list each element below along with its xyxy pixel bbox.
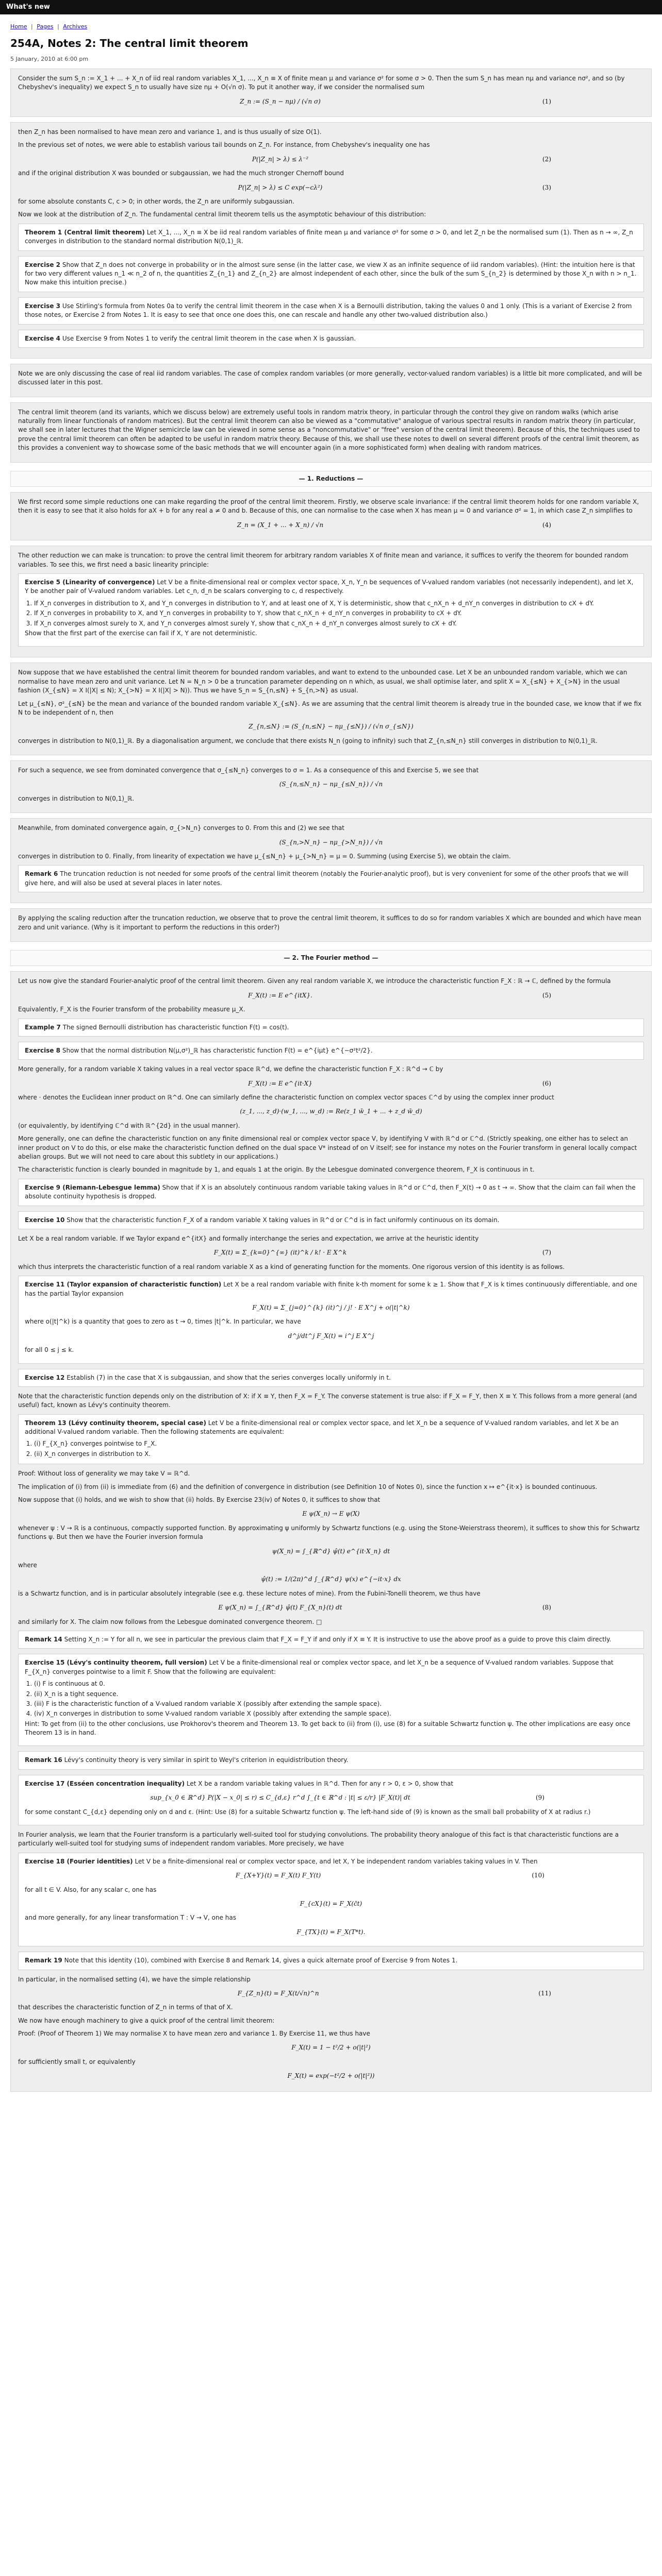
breadcrumb (10, 23, 652, 31)
paragraph: Now we look at the distribution of Z_n. The fundamental central limit theorem tells us the asymptotic behaviour of this distribution: (18, 211, 426, 218)
exercise-text: Let V be a finite-dimensional real or complex vector space, and let X_n be a sequence of V-valued random variables. Suppose that F_{X_n} converges pointwise to a limit F. Show that the following are equivalent: (25, 1659, 614, 1675)
paragraph: Note that the characteristic function depends only on the distribution of X: if X ≡ Y, then F_X = F_Y. The converse statement is true also: if F_X = F_Y, then X ≡ Y. This follows from a more general (and useful) fact, known as Lévy's continuity theorem. (18, 1392, 637, 1409)
paragraph: The characteristic function is clearly bounded in magnitude by 1, and equals 1 at the origin. By the Lebesgue dominated convergence theorem, F_X is continuous in t. (18, 1166, 535, 1174)
exercise-box (18, 330, 644, 348)
paragraph: and similarly for X. The claim now follows from the Lebesgue dominated convergence theorem. □ (18, 1618, 322, 1625)
equation (25, 1928, 637, 1937)
equation-body: F_X(t) := E e^{itX}. (248, 991, 312, 999)
equation-number: (5) (542, 991, 551, 999)
remark-text: Lévy's continuity theory is very similar in spirit to Weyl's criterion in equidistribution theory. (64, 1756, 349, 1764)
remark-text: Setting X_n := Y for all n, we see in particular the previous claim that F_X = F_Y if and only if X ≡ Y. It is instructive to use the above proof as a guide to prove this claim directly. (64, 1635, 611, 1643)
nav-separator: | (30, 23, 33, 30)
equation (18, 1989, 644, 1998)
example-label: Example 7 (25, 1023, 61, 1031)
equation (18, 1510, 644, 1518)
paragraph: Consider the sum S_n := X_1 + ... + X_n of iid real random variables X_1, ..., X_n ≡ X of finite mean μ and variance σ² for some σ > 0. Then the sum S_n has mean nμ and variance nσ², and so (by Chebyshev's inequality) we expect S_n to usually have size nμ + O(√n σ). To put it another way, if we consider the normalised sum (18, 74, 625, 91)
equation-body: F_{Z_n}(t) = F_X(t/√n)^n (237, 1989, 319, 1997)
equation (18, 1107, 644, 1116)
remark-box (18, 1631, 644, 1649)
paragraph: (or equivalently, by identifying ℂ^d with ℝ^{2d} in the usual manner). (18, 1122, 240, 1129)
equation-number: (6) (542, 1079, 551, 1087)
exercise-box (18, 256, 644, 292)
nav-archives-link[interactable]: Archives (63, 23, 88, 30)
content-panel (10, 364, 652, 397)
theorem-text: Let X_1, ..., X_n ≡ X be iid real random variables of finite mean μ and variance σ² for some σ > 0, and let Z_n be the normalised sum (1). Then as n → ∞, Z_n converges in distribution to the standard normal distribution N(0,1)_ℝ. (25, 228, 633, 245)
exercise-box (18, 1211, 644, 1229)
equation (25, 1900, 637, 1908)
paragraph: and more generally, for any linear transformation T : V → V, one has (25, 1914, 236, 1922)
paragraph: Note we are only discussing the case of real iid random variables. The case of complex random variables (or more generally, vector-valued random variables) is a little bit more complicated, and will be discussed later in this post. (18, 369, 642, 386)
exercise-text: Let V be a finite-dimensional real or complex vector space, X_n, Y_n be sequences of V-valued random variables (not necessarily independent), and let X, Y be another pair of V-valued random variables. Let c_n, d_n be scalars converging to c, d respectively. (25, 578, 634, 595)
exercise-label: Exercise 10 (25, 1216, 65, 1224)
paragraph: In the previous set of notes, we were able to establish various tail bounds on Z_n. For instance, from Chebyshev's inequality one has (18, 141, 430, 149)
equation-body: sup_{x_0 ∈ ℝ^d} P(|X − x_0| ≤ r) ≤ C_{d,ε} r^d ∫_{t ∈ ℝ^d : |t| ≤ ε/r} |F_X(t)| dt (150, 1794, 410, 1802)
equation (25, 1303, 637, 1312)
paragraph: By applying the scaling reduction after the truncation reduction, we observe that to prove the central limit theorem, it suffices to do so for random variables X which are bounded and which have mean zero and unit variance. (Why is it important to perform the reductions in this order?) (18, 914, 641, 931)
paragraph: Meanwhile, from dominated convergence again, σ_{>N_n} converges to 0. From this and (2) we see that (18, 824, 344, 832)
equation-number: (2) (542, 155, 551, 163)
paragraph: More generally, one can define the characteristic function on any finite dimensional real or complex vector space V, by identifying V with ℝ^d or ℂ^d. (Strictly speaking, one either has to select an inner product on V to do this, or else make the characteristic function defined on the dual space V* instead of on V itself; see for instance my notes on the Fourier transform in general locally compact abelian groups. But we will not need to care about this subtlety in our applications.) (18, 1135, 637, 1161)
list-item: 3. If X_n converges almost surely to X, and Y_n converges almost surely Y, show that c_nX_n + d_nY_n converges almost surely to cX + dY. (34, 619, 637, 628)
equation-body: Z_n := (S_n − nμ) / (√n σ) (240, 97, 321, 105)
equation-body: d^j/dt^j F_X(t) = i^j E X^j (288, 1332, 374, 1340)
equation-number: (1) (542, 97, 551, 105)
equation (25, 1332, 637, 1341)
equation-body: F_{cX}(t) = F_X(c̄t) (300, 1900, 362, 1907)
example-box (18, 1019, 644, 1037)
list-item: 4. (iv) X_n converges in distribution to some V-valued random variable X (possibly after extending the sample space). (34, 1709, 637, 1718)
content-panel (10, 402, 652, 463)
exercise-box (18, 1179, 644, 1206)
paragraph: We first record some simple reductions one can make regarding the proof of the central limit theorem. Firstly, we observe scale invariance: if the central limit theorem holds for one random variable X, then it is easy to see that it also holds for aX + b for any real a ≠ 0 and b. Because of this, one can normalise to the case when X has mean μ = 0 and variance σ² = 1, in which case Z_n simplifies to (18, 498, 639, 515)
exercise-text: Show that the characteristic function F_X of a random variable X taking values in ℝ^d or ℂ^d is in fact uniformly continuous on its domain. (67, 1216, 500, 1224)
exercise-items (34, 1680, 637, 1719)
paragraph: which thus interprets the characteristic function of a real random variable X as a kind of generating function for the moments. One rigorous version of this identity is as follows. (18, 1263, 565, 1270)
content-panel (10, 122, 652, 359)
paragraph: for some constant C_{d,ε} depending only on d and ε. (Hint: Use (8) for a suitable Schwartz function ψ. The left-hand side of (9) is known as the small ball probability of X at radius r.) (25, 1808, 591, 1816)
paragraph: Let X be a real random variable. If we Taylor expand e^{itX} and formally interchange the series and expectation, we arrive at the heuristic identity (18, 1235, 479, 1242)
list-item: 2. (ii) X_n converges in distribution to X. (34, 1450, 637, 1459)
exercise-note: Show that the first part of the exercise can fail if X, Y are not deterministic. (25, 629, 257, 637)
content-panel (10, 760, 652, 813)
exercise-text: Use Exercise 9 from Notes 1 to verify the central limit theorem in the case when X is gaussian. (62, 334, 356, 342)
exercise-text: Establish (7) in the case that X is subgaussian, and show that the series converges locally uniformly in t. (67, 1374, 391, 1381)
exercise-label: Exercise 15 (Lévy's continuity theorem, full version) (25, 1659, 207, 1667)
paragraph: Let us now give the standard Fourier-analytic proof of the central limit theorem. Given any real random variable X, we introduce the characteristic function F_X : ℝ → ℂ, defined by the formula (18, 977, 611, 985)
paragraph: More generally, for a random variable X taking values in a real vector space ℝ^d, we define the characteristic function F_X : ℝ^d → ℂ by (18, 1065, 443, 1073)
equation-number: (4) (542, 521, 551, 529)
remark-box (18, 1952, 644, 1970)
exercise-label: Exercise 8 (25, 1046, 61, 1054)
equation-body: F_X(t) := E e^{it·X} (248, 1079, 312, 1087)
paragraph: The central limit theorem (and its variants, which we discuss below) are extremely useful tools in random matrix theory, in particular through the control they give on random walks (which arise naturally from linear functionals of random matrices). But the central limit theorem can also be viewed as a "commutative" analogue of various spectral results in random matrix theory (in particular, we shall see in later lectures that the Wigner semicircle law can be viewed in some sense as a "noncommutative" or "free" version of the central limit theorem). Because of this, the techniques used to prove the central limit theorem can often be adapted to be useful in random matrix theory. Because of this, we shall use these notes to dwell on several different proofs of the central limit theorem, as this provides a convenient way to showcase some of the basic methods that we will encounter again (in a more sophisticated form) when dealing with random matrices. (18, 408, 640, 452)
equation (18, 991, 644, 1000)
equation-number: (11) (538, 1989, 551, 1997)
nav-separator: | (57, 23, 59, 30)
equation-body: (S_{n,≤N_n} − nμ_{≤N_n}) / √n (279, 781, 383, 788)
exercise-box (18, 1276, 644, 1363)
equation-number: (10) (532, 1872, 544, 1879)
paragraph: converges in distribution to 0. Finally, from linearity of expectation we have μ_{≤N_n} + μ_{>N_n} = μ = 0. Summing (using Exercise 5), we obtain the claim. (18, 853, 511, 860)
content-panel (10, 818, 652, 903)
top-bar (0, 0, 662, 14)
equation (18, 780, 644, 789)
page-wrapper (0, 14, 662, 2107)
section-heading: — 2. The Fourier method — (10, 950, 652, 966)
exercise-box (18, 1369, 644, 1387)
paragraph: is a Schwartz function, and is in particular absolutely integrable (see e.g. these lecture notes of mine). From the Fubini-Tonelli theorem, we thus have (18, 1589, 481, 1597)
exercise-items (34, 599, 637, 628)
equation (18, 97, 644, 106)
paragraph: Now suppose that we have established the central limit theorem for bounded random variables, and want to extend to the unbounded case. Let X be an unbounded random variable, which we can normalise to have mean zero and unit variance. Let N = N_n > 0 be a truncation parameter depending on n which, as usual, we shall optimise later, and split X = X_{≤N} + X_{>N} in the usual fashion (X_{≤N} = X I(|X| ≤ N); X_{>N} = X I(|X| > N)). Thus we have S_n = S_{n,≤N} + S_{n,>N} as usual. (18, 669, 627, 694)
exercise-hint: Hint: To get from (ii) to the other conclusions, use Prokhorov's theorem and Theorem 13. To get back to (ii) from (i), use (8) for a suitable Schwartz function ψ. The other implications are easy once Theorem 13 is in hand. (25, 1720, 631, 1737)
equation-body: P(|Z_n| > λ) ≤ λ⁻² (252, 155, 309, 163)
exercise-text: Let X be a random variable taking values in ℝ^d. Then for any r > 0, ε > 0, show that (186, 1780, 454, 1787)
remark-text: The truncation reduction is not needed for some proofs of the central limit theorem (notably the Fourier-analytic proof), but is very convenient for some of the other proofs that we will give here, and will also be used at several places in later notes. (25, 870, 628, 887)
equation-number: (3) (542, 183, 551, 191)
equation (18, 1603, 644, 1612)
site-header-title: What's new (6, 3, 50, 11)
equation (18, 722, 644, 731)
equation (25, 1871, 637, 1880)
exercise-text: Show that the normal distribution N(μ,σ²)_ℝ has characteristic function F(t) = e^{iμt} e^{−σ²t²/2}. (62, 1046, 373, 1054)
list-item: 1. If X_n converges in distribution to X, and Y_n converges in distribution to Y, and at least one of X, Y is deterministic, show that c_nX_n + d_nY_n converges in distribution to cX + dY. (34, 599, 637, 608)
remark-text: Note that this identity (10), combined with Exercise 8 and Remark 14, gives a quick alternate proof of Exercise 9 from Notes 1. (64, 1957, 458, 1964)
list-item: 1. (i) F is continuous at 0. (34, 1680, 637, 1688)
paragraph: In Fourier analysis, we learn that the Fourier transform is a particularly well-suited tool for studying convolutions. The probability theory analogue of this fact is that characteristic functions are a particularly well-suited tool for studying sums of independent random variables. More precisely, we have (18, 1831, 619, 1848)
paragraph: The implication of (i) from (ii) is immediate from (6) and the definition of convergence in distribution (see Definition 10 of Notes 0), since the function x ↦ e^{it·x} is bounded continuous. (18, 1483, 598, 1490)
paragraph: whenever ψ : V → ℝ is a continuous, compactly supported function. By approximating ψ uniformly by Schwartz functions (e.g. using the Stone-Weierstrass theorem), it suffices to show this for Schwartz functions ψ. But then we have the Fourier inversion formula (18, 1524, 640, 1541)
paragraph: and if the original distribution X was bounded or subgaussian, we had the much stronger Chernoff bound (18, 170, 344, 177)
remark-label: Remark 19 (25, 1957, 62, 1964)
equation-body: F_{TX}(t) = F_X(T*t). (296, 1928, 366, 1936)
paragraph: then Z_n has been normalised to have mean zero and variance 1, and is thus usually of size O(1). (18, 128, 322, 136)
equation-body: ψ(X_n) = ∫_{ℝ^d} ψ̂(t) e^{it·X_n} dt (272, 1547, 390, 1555)
content-panel (10, 546, 652, 657)
exercise-text: Let V be a finite-dimensional real or complex vector space, and let X, Y be independent random variables taking values in V. Then (135, 1857, 538, 1865)
paragraph: for some absolute constants C, c > 0; in other words, the Z_n are uniformly subgaussian. (18, 198, 294, 205)
equation-body: (S_{n,>N_n} − nμ_{>N_n}) / √n (279, 838, 383, 846)
remark-label: Remark 6 (25, 870, 58, 878)
exercise-text: Let X be a real random variable with finite k-th moment for some k ≥ 1. Show that F_X is k times continuously differentiable, and one has the partial Taylor expansion (25, 1281, 637, 1297)
paragraph: for all t ∈ V. Also, for any scalar c, one has (25, 1886, 157, 1893)
equation-body: F_X(t) = exp(−t²/2 + o(|t|²)) (287, 2072, 375, 2080)
content-panel (10, 971, 652, 2091)
content-panel (10, 908, 652, 942)
equation (18, 2072, 644, 2080)
paragraph: converges in distribution to N(0,1)_ℝ. By a diagonalisation argument, we conclude that there exists N_n (going to infinity) such that Z_{n,≤N_n} still converges in distribution to N(0,1)_ℝ. (18, 737, 598, 744)
remark-box (18, 865, 644, 892)
theorem-text: Let V be a finite-dimensional real or complex vector space, and let X_n be a sequence of V-valued random variables, and let X be an additional V-valued random variable. Then the following statements are equivalent: (25, 1419, 619, 1436)
content-panel (10, 492, 652, 540)
paragraph: where · denotes the Euclidean inner product on ℝ^d. One can similarly define the characteristic function on complex vector spaces ℂ^d by using the complex inner product (18, 1094, 554, 1101)
equation (18, 183, 644, 192)
equation-body: E ψ(X_n) = ∫_{ℝ^d} ψ̂(t) F_{X_n}(t) dt (218, 1604, 342, 1612)
equation-body: P(|Z_n| > λ) ≤ C exp(−cλ²) (238, 183, 323, 191)
exercise-label: Exercise 2 (25, 261, 61, 268)
equation-body: F_X(t) = Σ_{k=0}^{∞} (it)^k / k! · E X^k (213, 1249, 347, 1257)
equation-number: (7) (542, 1249, 551, 1257)
equation (18, 155, 644, 164)
paragraph: that describes the characteristic function of Z_n in terms of that of X. (18, 2004, 233, 2011)
exercise-box (18, 1654, 644, 1746)
exercise-label: Exercise 3 (25, 302, 61, 310)
list-item: 2. If X_n converges in probability to X, and Y_n converges in probability to Y, show that c_nX_n + d_nY_n converges in probability to cX + dY. (34, 609, 637, 618)
list-item: 1. (i) F_{X_n} converges pointwise to F_X. (34, 1439, 637, 1448)
equation (18, 1248, 644, 1257)
paragraph: In particular, in the normalised setting (4), we have the simple relationship (18, 1975, 251, 1983)
paragraph: Let μ_{≤N}, σ²_{≤N} be the mean and variance of the bounded random variable X_{≤N}. As we are assuming that the central limit theorem is already true in the bounded case, we know that if we fix N to be independent of n, then (18, 700, 642, 716)
equation (18, 521, 644, 530)
nav-home-link[interactable]: Home (10, 23, 27, 30)
equation (25, 1793, 637, 1802)
post-date: 5 January, 2010 at 6:00 pm (10, 55, 89, 62)
list-item: 3. (iii) F is the characteristic function of a V-valued random variable X (possibly after extending the sample space). (34, 1700, 637, 1708)
exercise-box (18, 297, 644, 325)
equation-body: Z_n = (X_1 + ... + X_n) / √n (237, 521, 324, 529)
example-text: The signed Bernoulli distribution has characteristic function F(t) = cos(t). (62, 1023, 289, 1031)
paragraph: Proof: (Proof of Theorem 1) We may normalise X to have mean zero and variance 1. By Exercise 11, we thus have (18, 2030, 370, 2038)
exercise-text: Show that if X is an absolutely continuous random variable taking values in ℝ^d or ℂ^d, then F_X(t) → 0 as t → ∞. Show that the claim can fail when the absolute continuity hypothesis is dropped. (25, 1183, 636, 1200)
equation-body: ψ̂(t) := 1/(2π)^d ∫_{ℝ^d} ψ(x) e^{−it·x} dx (261, 1575, 401, 1583)
equation-body: F_X(t) = 1 − t²/2 + o(|t|²) (291, 2044, 371, 2052)
exercise-label: Exercise 11 (Taylor expansion of characteristic function) (25, 1281, 222, 1289)
paragraph: Proof: Without loss of generality we may take V = ℝ^d. (18, 1470, 190, 1478)
remark-box (18, 1751, 644, 1769)
theorem-label: Theorem 13 (Lévy continuity theorem, special case) (25, 1419, 206, 1427)
exercise-box (18, 1775, 644, 1825)
paragraph: The other reduction we can make is truncation: to prove the central limit theorem for arbitrary random variables X of finite mean and variance, it suffices to verify the theorem for bounded random variables. To see this, we first need a basic linearity principle: (18, 552, 628, 568)
theorem-label: Theorem 1 (Central limit theorem) (25, 228, 145, 236)
equation (18, 1547, 644, 1556)
exercise-text: Use Stirling's formula from Notes 0a to verify the central limit theorem in the case when X is a Bernoulli distribution, taking the values 0 and 1 only. (This is a variant of Exercise 2 from those notes, or Exercise 2 from Notes 1. It is easy to see that once one does this, one can rescale and handle any other two-valued distribution also.) (25, 302, 632, 319)
exercise-label: Exercise 4 (25, 334, 61, 342)
paragraph: converges in distribution to N(0,1)_ℝ. (18, 794, 135, 802)
section-heading: — 1. Reductions — (10, 471, 652, 487)
paragraph: where (18, 1561, 37, 1569)
exercise-box (18, 573, 644, 647)
equation-body: E ψ(X_n) → E ψ(X) (302, 1510, 360, 1518)
exercise-box (18, 1853, 644, 1946)
theorem-box (18, 1414, 644, 1465)
exercise-label: Exercise 9 (Riemann-Lebesgue lemma) (25, 1183, 160, 1191)
paragraph: for all 0 ≤ j ≤ k. (25, 1346, 74, 1354)
exercise-box (18, 1042, 644, 1060)
equation-body: (z_1, ..., z_d)·(w_1, ..., w_d) := Re(z_1 w̄_1 + ... + z_d w̄_d) (240, 1108, 422, 1115)
paragraph: Equivalently, F_X is the Fourier transform of the probability measure μ_X. (18, 1006, 245, 1013)
list-item: 2. (ii) X_n is a tight sequence. (34, 1690, 637, 1699)
equation (18, 2043, 644, 2052)
paragraph: We now have enough machinery to give a quick proof of the central limit theorem: (18, 2016, 275, 2024)
nav-pages-link[interactable]: Pages (37, 23, 54, 30)
remark-label: Remark 16 (25, 1756, 62, 1764)
paragraph: for sufficiently small t, or equivalently (18, 2058, 136, 2065)
exercise-label: Exercise 18 (Fourier identities) (25, 1857, 133, 1865)
page-title: 254A, Notes 2: The central limit theorem (10, 37, 249, 49)
theorem-items (34, 1439, 637, 1459)
equation (18, 1079, 644, 1088)
equation-number: (8) (542, 1604, 551, 1612)
equation-body: F_X(t) = Σ_{j=0}^{k} (it)^j / j! · E X^j + o(|t|^k) (252, 1303, 410, 1311)
exercise-text: Show that Z_n does not converge in probability or in the almost sure sense (in the latter case, we view X as an infinite sequence of iid random variables). (Hint: the intuition here is that for two very different values n_1 ≪ n_2 of n, the quantities Z_{n_1} and Z_{n_2} are almost independent of each other, since the bulk of the sum S_{n_2} is determined by those X_n with n > n_1. Now make this intuition precise.) (25, 261, 637, 286)
equation-number: (9) (536, 1794, 544, 1802)
equation-body: F_{X+Y}(t) = F_X(t) F_Y(t) (236, 1872, 321, 1879)
exercise-label: Exercise 12 (25, 1374, 65, 1381)
exercise-label: Exercise 17 (Esséen concentration inequality) (25, 1780, 185, 1787)
equation (18, 1575, 644, 1584)
equation-body: Z_{n,≤N} := (S_{n,≤N} − nμ_{≤N}) / (√n σ_{≤N}) (249, 723, 413, 731)
equation (18, 838, 644, 847)
remark-label: Remark 14 (25, 1635, 62, 1643)
exercise-label: Exercise 5 (Linearity of convergence) (25, 578, 155, 586)
paragraph: where o(|t|^k) is a quantity that goes to zero as t → 0, times |t|^k. In particular, we have (25, 1318, 301, 1326)
theorem-box (18, 224, 644, 251)
paragraph: Now suppose that (i) holds, and we wish to show that (ii) holds. By Exercise 23(iv) of Notes 0, it suffices to show that (18, 1496, 380, 1504)
intro-panel (10, 69, 652, 117)
paragraph: For such a sequence, we see from dominated convergence that σ_{≤N_n} converges to σ = 1. As a consequence of this and Exercise 5, we see that (18, 767, 479, 774)
content-panel (10, 663, 652, 755)
